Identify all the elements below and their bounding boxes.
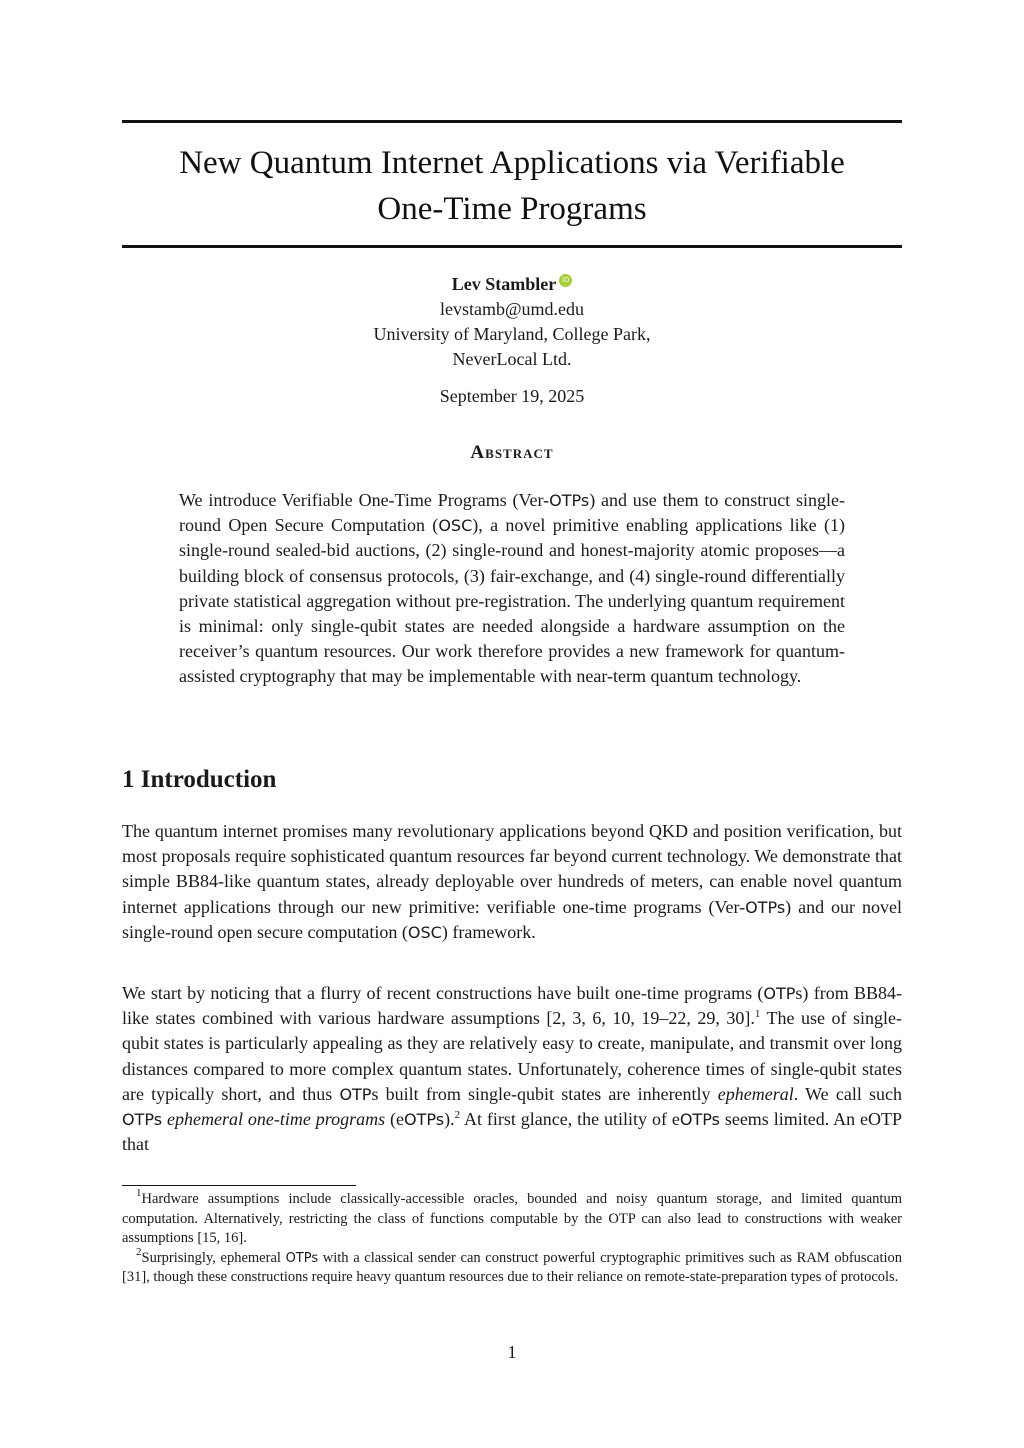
footnote-1-mark: 1 — [136, 1187, 142, 1199]
intro-paragraph-2 — [122, 981, 902, 1157]
abstract-otps-term: OTPs — [549, 491, 590, 510]
paragraph-segment: The quantum internet promises many revolutionary applications beyond QKD and position verification, but most proposals require sophisticated quantum resources far beyond current technology. We demonstrate that simple BB84-like quantum states, already deployable over hundreds of meters, can enable novel quantum internet applications through our new primitive: verifiable one-time programs (Ver- — [122, 821, 902, 917]
author-affiliation-2: NeverLocal Ltd. — [452, 349, 572, 369]
abstract-text — [179, 488, 845, 690]
author-name: Lev Stambler — [451, 274, 557, 294]
paragraph-segment: The use of single-qubit states is particularly appealing as they are relatively easy to create, manipulate, and transmit over long distances compared to more complex quantum states. Unfortunately, coherence times of single-qubit states are typically short, and thus — [122, 1008, 903, 1104]
footnote-1-marker[interactable]: 1 — [754, 1008, 761, 1021]
paragraph-segment: s) from BB84-like states combined with various hardware assumptions [2, 3, 6, 10, 19–22, 29, 30]. — [122, 983, 902, 1029]
abstract-segment: ), a novel primitive enabling applications like (1) single-round sealed-bid auctions, (2) single-round and honest-majority atomic proposes—a building block of consensus protocols, (3) fair-exchange, and (4) single-round differentially private statistical aggregation without pre-registration. The underlying quantum requirement is minimal: only single-qubit states are needed alongside a hardware assumption on the receiver’s quantum resources. Our work therefore provides a new framework for quantum-assisted cryptography that may be implementable with near-term quantum technology. — [179, 515, 845, 687]
otps-term: OTPs — [403, 1110, 445, 1130]
paragraph-segment: (e — [385, 1109, 404, 1130]
footnote-2-mark: 2 — [136, 1245, 142, 1258]
otps-term: OTPs — [679, 1110, 720, 1130]
paragraph-segment: s built from single-qubit states are inherently — [371, 1083, 718, 1104]
otp-term: OTP — [763, 984, 796, 1003]
paragraph-segment: seems limited. An eOTP that — [122, 1109, 903, 1155]
paragraph-segment: At first glance, the utility of e — [460, 1109, 680, 1130]
title-line-2: One-Time Programs — [377, 191, 647, 227]
intro-paragraph-1 — [122, 819, 902, 945]
abstract-osc-term: OSC — [438, 516, 473, 536]
author-email: levstamb@umd.edu — [439, 299, 585, 319]
abstract-heading: Abstract — [470, 442, 554, 463]
emphasis-ephemeral-otp: ephemeral one-time programs — [166, 1109, 386, 1130]
footnote-1 — [122, 1187, 902, 1249]
footnote-2-marker[interactable]: 2 — [454, 1109, 461, 1122]
orcid-icon[interactable]: iD — [559, 274, 572, 287]
footnote-2 — [122, 1245, 902, 1288]
paragraph-segment: ) framework. — [441, 921, 536, 942]
paper-title — [122, 140, 902, 232]
publication-date: September 19, 2025 — [439, 386, 585, 406]
title-bottom-rule — [122, 245, 902, 248]
paragraph-segment: ). — [444, 1109, 455, 1130]
section-heading-introduction: 1 Introduction — [122, 766, 277, 793]
footnote-1-text: Hardware assumptions include classically-accessible oracles, bounded and noisy quantum storage, and limited quantum computation. Alternatively, restricting the class of functions computable by the OTP can also lead to constructions with weaker assumptions [15, 16]. — [122, 1191, 902, 1246]
page-number: 1 — [507, 1342, 517, 1362]
otps-term: OTPs — [122, 1110, 163, 1130]
abstract-segment: ) and use them to construct single-round Open Secure Computation ( — [179, 490, 845, 536]
otps-term: OTPs — [745, 897, 786, 917]
otp-term: OTP — [339, 1084, 372, 1104]
paragraph-segment: ) and our novel single-round open secure computation ( — [122, 896, 902, 942]
footnote-rule — [122, 1185, 356, 1186]
author-affiliation-1: University of Maryland, College Park, — [373, 324, 651, 344]
title-top-rule — [122, 120, 902, 123]
abstract-segment: We introduce Verifiable One-Time Programs (Ver- — [179, 490, 550, 510]
paragraph-segment: . We call such — [793, 1083, 903, 1104]
otps-term: OTPs — [285, 1250, 319, 1266]
footnotes — [122, 1187, 902, 1288]
title-line-1: New Quantum Internet Applications via Verifiable — [179, 145, 845, 181]
emphasis-ephemeral: ephemeral — [717, 1083, 794, 1104]
paragraph-segment: We start by noticing that a flurry of recent constructions have built one-time programs ( — [122, 983, 764, 1003]
footnote-2-text: Surprisingly, ephemeral — [141, 1249, 286, 1266]
osc-term: OSC — [407, 922, 442, 942]
footnote-2-text: with a classical sender can construct powerful cryptographic primitives such as RAM obfuscation [31], though these constructions require heavy quantum resources due to their reliance on remote-state-preparation types of protocols. — [122, 1249, 902, 1285]
author-block — [122, 272, 902, 372]
